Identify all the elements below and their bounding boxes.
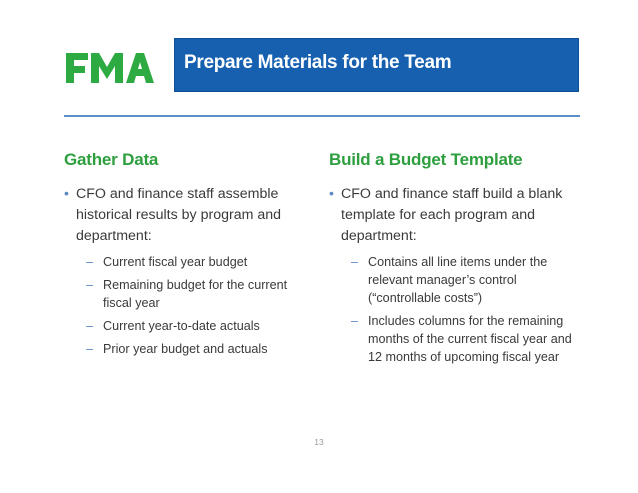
dash-marker: – xyxy=(86,278,94,292)
dash-marker: – xyxy=(351,314,359,328)
right-sub-list xyxy=(329,253,579,366)
right-column xyxy=(329,150,579,371)
slide-title: Prepare Materials for the Team xyxy=(184,52,452,73)
sub-item xyxy=(86,340,314,358)
sub-item xyxy=(86,276,314,312)
left-column xyxy=(64,150,314,363)
page-number: 13 xyxy=(314,437,324,447)
dash-marker: – xyxy=(86,255,94,269)
sub-item-text: Includes columns for the remaining months of the current fiscal year and 12 months of upcoming fiscal year xyxy=(368,314,572,364)
left-sub-list xyxy=(64,253,314,358)
left-bullet-text: CFO and finance staff assemble historical results by program and department: xyxy=(76,186,282,244)
sub-item-text: Remaining budget for the current fiscal year xyxy=(103,278,288,310)
divider xyxy=(64,115,580,117)
title-banner xyxy=(174,38,579,92)
sub-item xyxy=(351,312,579,366)
sub-item xyxy=(86,253,314,271)
right-bullet-text: CFO and finance staff build a blank template for each program and department: xyxy=(341,186,563,244)
dash-marker: – xyxy=(351,255,359,269)
left-heading: Gather Data xyxy=(64,150,159,169)
sub-item-text: Prior year budget and actuals xyxy=(103,342,268,356)
sub-item-text: Current fiscal year budget xyxy=(103,255,248,269)
fma-logo xyxy=(64,49,156,87)
bullet-marker: • xyxy=(329,186,334,202)
dash-marker: – xyxy=(86,342,94,356)
sub-item xyxy=(351,253,579,307)
sub-item-text: Current year-to-date actuals xyxy=(103,319,260,333)
right-heading: Build a Budget Template xyxy=(329,150,523,169)
left-bullet xyxy=(64,184,314,247)
dash-marker: – xyxy=(86,319,94,333)
bullet-marker: • xyxy=(64,186,69,202)
sub-item xyxy=(86,317,314,335)
right-bullet xyxy=(329,184,579,247)
sub-item-text: Contains all line items under the relevant manager’s control (“controllable costs”) xyxy=(368,255,548,305)
